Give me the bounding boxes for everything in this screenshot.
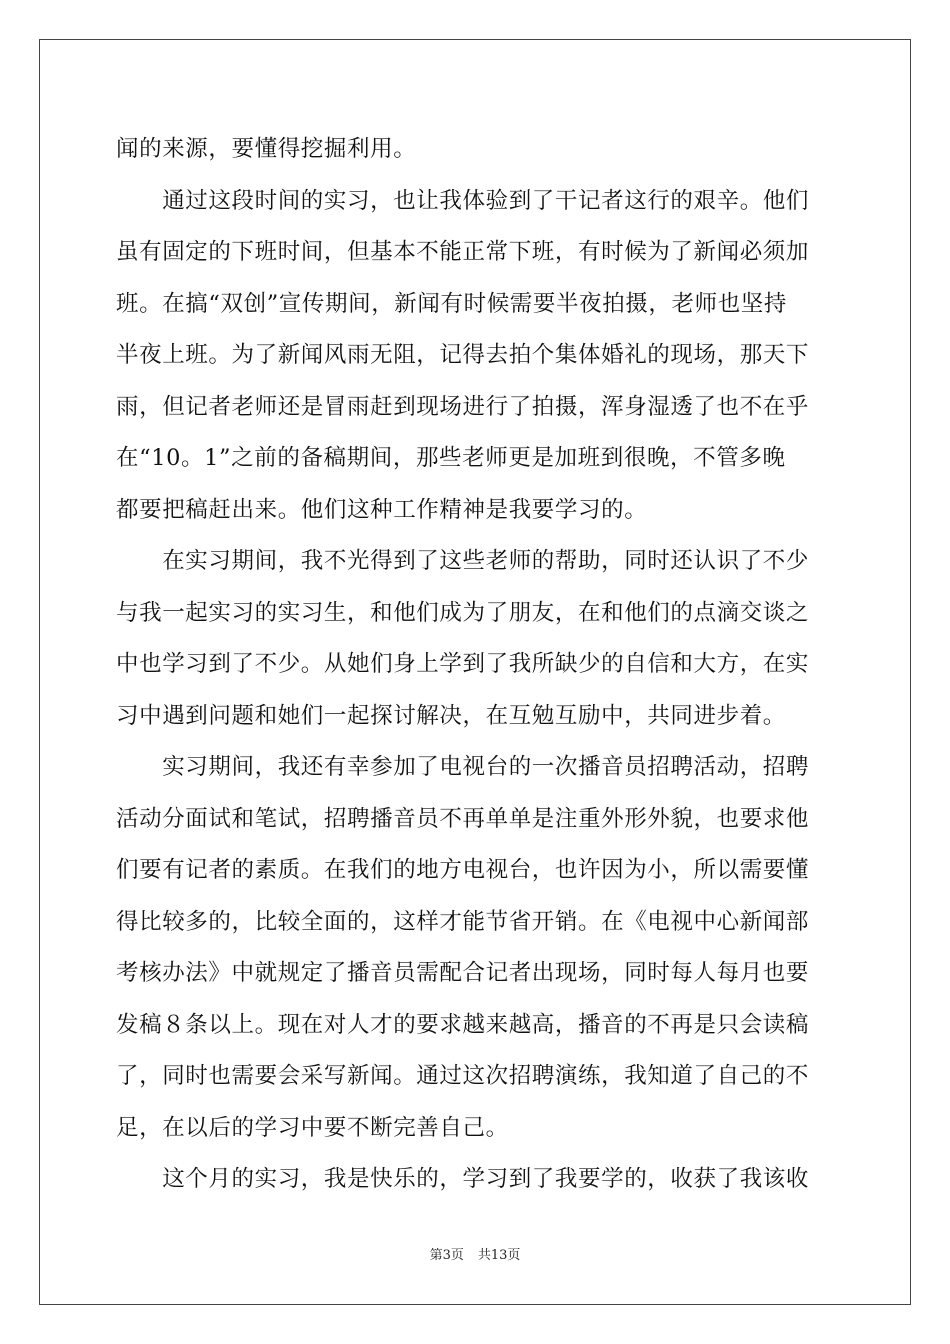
text-line: 发稿８条以上。现在对人才的要求越来越高，播音的不再是只会读稿 — [116, 1011, 810, 1038]
page-total: 共13页 — [477, 1248, 521, 1263]
text-line: 雨，但记者老师还是冒雨赶到现场进行了拍摄，浑身湿透了也不在乎 — [116, 393, 810, 420]
text-line: 实习期间，我还有幸参加了电视台的一次播音员招聘活动，招聘 — [116, 754, 810, 780]
text-line: 活动分面试和笔试，招聘播音员不再单单是注重外形外貌，也要求他 — [116, 805, 810, 832]
text-line: 在实习期间，我不光得到了这些老师的帮助，同时还认识了不少 — [116, 548, 810, 574]
text-line: 足，在以后的学习中要不断完善自己。 — [116, 1114, 509, 1141]
text-line: 班。在搞“双创”宣传期间，新闻有时候需要半夜拍摄，老师也坚持 — [116, 290, 788, 317]
text-line: 都要把稿赶出来。他们这种工作精神是我要学习的。 — [116, 496, 648, 523]
text-line: 与我一起实习的实习生，和他们成为了朋友，在和他们的点滴交谈之 — [116, 599, 810, 626]
text-line: 这个月的实习，我是快乐的，学习到了我要学的，收获了我该收 — [116, 1166, 810, 1192]
text-line: 中也学习到了不少。从她们身上学到了我所缺少的自信和大方，在实 — [116, 651, 810, 677]
text-line: 通过这段时间的实习，也让我体验到了干记者这行的艰辛。他们 — [116, 187, 810, 214]
text-line: 了，同时也需要会采写新闻。通过这次招聘演练，我知道了自己的不 — [116, 1063, 810, 1089]
text-line: 们要有记者的素质。在我们的地方电视台，也许因为小，所以需要懂 — [116, 857, 810, 883]
text-line: 习中遇到问题和她们一起探讨解决，在互勉互励中，共同进步着。 — [116, 702, 786, 729]
text-line: 考核办法》中就规定了播音员需配合记者出现场，同时每人每月也要 — [116, 960, 810, 986]
text-line: 闻的来源，要懂得挖掘利用。 — [116, 136, 417, 162]
text-line: 虽有固定的下班时间，但基本不能正常下班，有时候为了新闻必须加 — [116, 239, 810, 265]
text-line: 得比较多的，比较全面的，这样才能节省开销。在《电视中心新闻部 — [116, 908, 810, 935]
text-line: 半夜上班。为了新闻风雨无阻，记得去拍个集体婚礼的现场，那天下 — [116, 342, 810, 368]
text-line: 在“10。1”之前的备稿期间，那些老师更是加班到很晚，不管多晚 — [116, 445, 786, 471]
page-number: 第3页 — [429, 1248, 464, 1263]
body-text — [116, 124, 836, 1206]
page-footer — [0, 1244, 950, 1263]
